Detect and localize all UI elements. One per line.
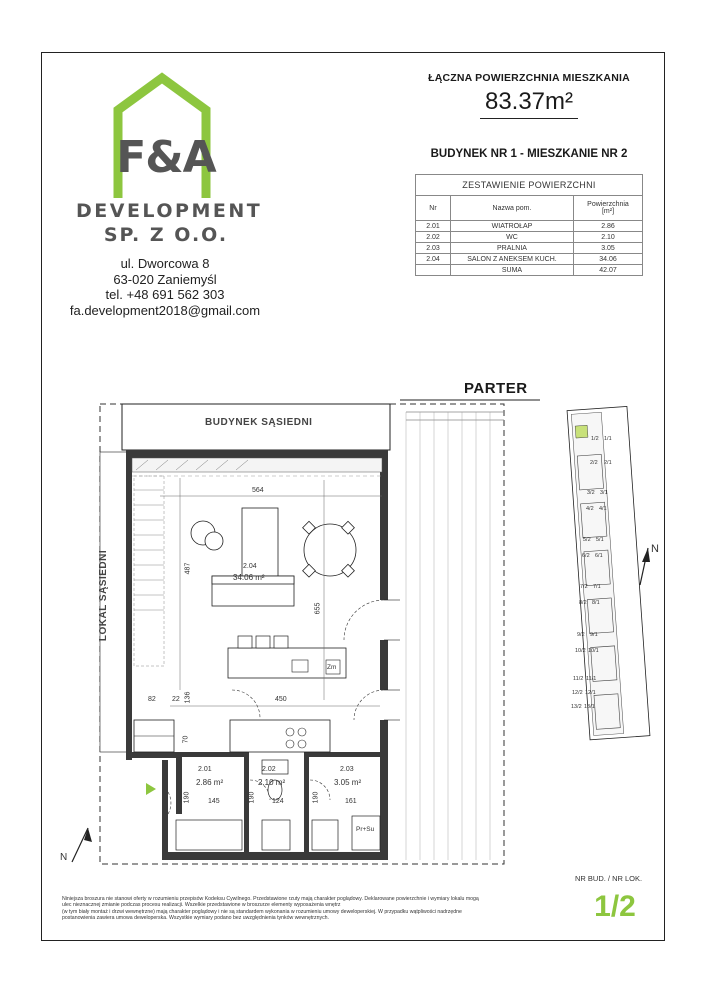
total-area-label: ŁĄCZNA POWIERZCHNIA MIESZKANIA	[428, 72, 630, 84]
site-unit-6-1: 6/1	[595, 553, 603, 559]
unit-number-value: 1/2	[594, 890, 636, 923]
total-area-value: 83.37m²	[484, 88, 574, 115]
col-header-area: Powierzchnia [m²]	[574, 196, 643, 221]
sofa	[212, 508, 294, 606]
room-2-04-nr: 2.04	[243, 563, 257, 570]
site-unit-10-1: 10/1	[588, 648, 599, 654]
dim-22: 22	[172, 696, 180, 703]
site-unit-7-1: 7/1	[593, 584, 601, 590]
dim-655: 655	[314, 602, 322, 615]
site-unit-12-2: 12/2	[572, 690, 583, 696]
dim-190-b: 190	[312, 791, 320, 804]
kitchen-island	[228, 648, 346, 678]
room-2-02-nr: 2.02	[262, 766, 276, 773]
room-2-01-area: 2.86 m²	[196, 778, 224, 787]
site-north-label: N	[651, 543, 659, 555]
floor-label: PARTER	[464, 380, 528, 397]
neighbor-building-label: BUDYNEK SĄSIEDNI	[205, 417, 313, 428]
dim-161: 161	[345, 798, 357, 805]
entry-arrow-icon	[146, 783, 156, 795]
building-label: BUDYNEK NR 1 - MIESZKANIE NR 2	[430, 148, 628, 160]
site-unit-3-1: 3/1	[600, 490, 608, 496]
site-unit-8-1: 8/1	[592, 600, 600, 606]
logo-development: DEVELOPMENT	[76, 200, 263, 222]
site-unit-11-2: 11/2	[573, 676, 584, 682]
dim-82: 82	[148, 696, 156, 703]
dim-190-a: 190	[183, 791, 191, 804]
dim-564: 564	[252, 487, 264, 494]
site-unit-2-1: 2/1	[604, 460, 612, 466]
room-2-04-area: 34.06 m²	[233, 573, 265, 582]
logo-company-type: SP. Z O.O.	[103, 224, 229, 246]
dining-table	[303, 521, 356, 577]
address-email: fa.development2018@gmail.com	[69, 302, 261, 318]
col-header-nr: Nr	[416, 196, 451, 221]
room-2-02-area: 2.10 m²	[258, 778, 286, 787]
north-arrow-icon	[72, 828, 92, 862]
site-unit-13-2: 13/2	[571, 704, 582, 710]
site-unit-12-1: 12/1	[585, 690, 596, 696]
plan-north-label: N	[60, 852, 68, 863]
site-unit-11-1: 11/1	[586, 676, 597, 682]
site-unit-8-2: 8/2	[579, 600, 587, 606]
site-unit-5-1: 5/1	[596, 537, 604, 543]
appliance-label: Pr+Su	[356, 826, 375, 833]
table-row: 2.04 SALON Z ANEKSEM KUCH. 34.06	[416, 254, 643, 265]
table-title: ZESTAWIENIE POWIERZCHNI	[416, 175, 643, 196]
logo-initials: F&A	[116, 132, 216, 183]
col-header-name: Nazwa pom.	[451, 196, 574, 221]
site-unit-3-2: 3/2	[587, 490, 595, 496]
site-unit-4-1: 4/1	[599, 506, 607, 512]
site-unit-1-1: 1/1	[604, 436, 612, 442]
table-row: 2.02 WC 2.10	[416, 232, 643, 243]
room-2-03-area: 3.05 m²	[334, 778, 362, 787]
dim-450: 450	[275, 696, 287, 703]
site-unit-9-2: 9/2	[577, 632, 585, 638]
site-unit-10-2: 10/2	[575, 648, 586, 654]
fridge-label: Zm	[327, 664, 337, 671]
table-row: 2.03 PRALNIA 3.05	[416, 243, 643, 254]
highlight-unit	[575, 425, 588, 438]
site-unit-6-2: 6/2	[582, 553, 590, 559]
dim-124: 124	[272, 798, 284, 805]
dim-487: 487	[184, 562, 192, 575]
room-2-01-nr: 2.01	[198, 766, 212, 773]
unit-number-label: NR BUD. / NR LOK.	[575, 874, 643, 883]
address-city: 63-020 Zaniemyśl	[113, 271, 217, 287]
address-phone: tel. +48 691 562 303	[105, 287, 225, 302]
disclaimer: Niniejsza broszura nie stanowi oferty w rozumieniu przepisów Kodeksu Cywilnego. Przedstawione rzuty mają charakter poglądowy. Deklarowane powierzchnie i wymiary lokalu mogą ulec nieznacznej zmianie podczas procesu realizacji. Wszelkie przedstawione w broszurze elementy wyposażenia wnętrz (w tym biały montaż i drzwi wewnętrzne) mają charakter poglądowy i nie są standardem wykonania w rozumieniu umowy deweloperskiej. W przypadku wątpliwości nadrzędne postanowienia zawiera umowa deweloperska. Wszystkie wymiary podano bez uwzględnienia tynków wewnętrznych.	[62, 896, 479, 922]
table-row: 2.01 WIATROŁAP 2.86	[416, 221, 643, 232]
site-unit-4-2: 4/2	[586, 506, 594, 512]
table-total-row: SUMA 42.07	[416, 265, 643, 276]
room-2-03-nr: 2.03	[340, 766, 354, 773]
site-unit-13-1: 13/1	[584, 704, 595, 710]
address-street: ul. Dworcowa 8	[120, 256, 210, 271]
dim-136: 136	[184, 691, 192, 704]
site-unit-5-2: 5/2	[583, 537, 591, 543]
site-unit-1-2: 1/2	[591, 436, 599, 442]
dim-145: 145	[208, 798, 220, 805]
neighbor-unit-label: LOKAL SĄSIEDNI	[98, 549, 110, 642]
site-north-arrow-icon	[630, 540, 670, 590]
site-unit-2-2: 2/2	[590, 460, 598, 466]
site-unit-7-2: 7/2	[580, 584, 588, 590]
site-unit-9-1: 9/1	[590, 632, 598, 638]
dim-190-c: 190	[248, 791, 256, 804]
dim-70: 70	[182, 735, 190, 744]
